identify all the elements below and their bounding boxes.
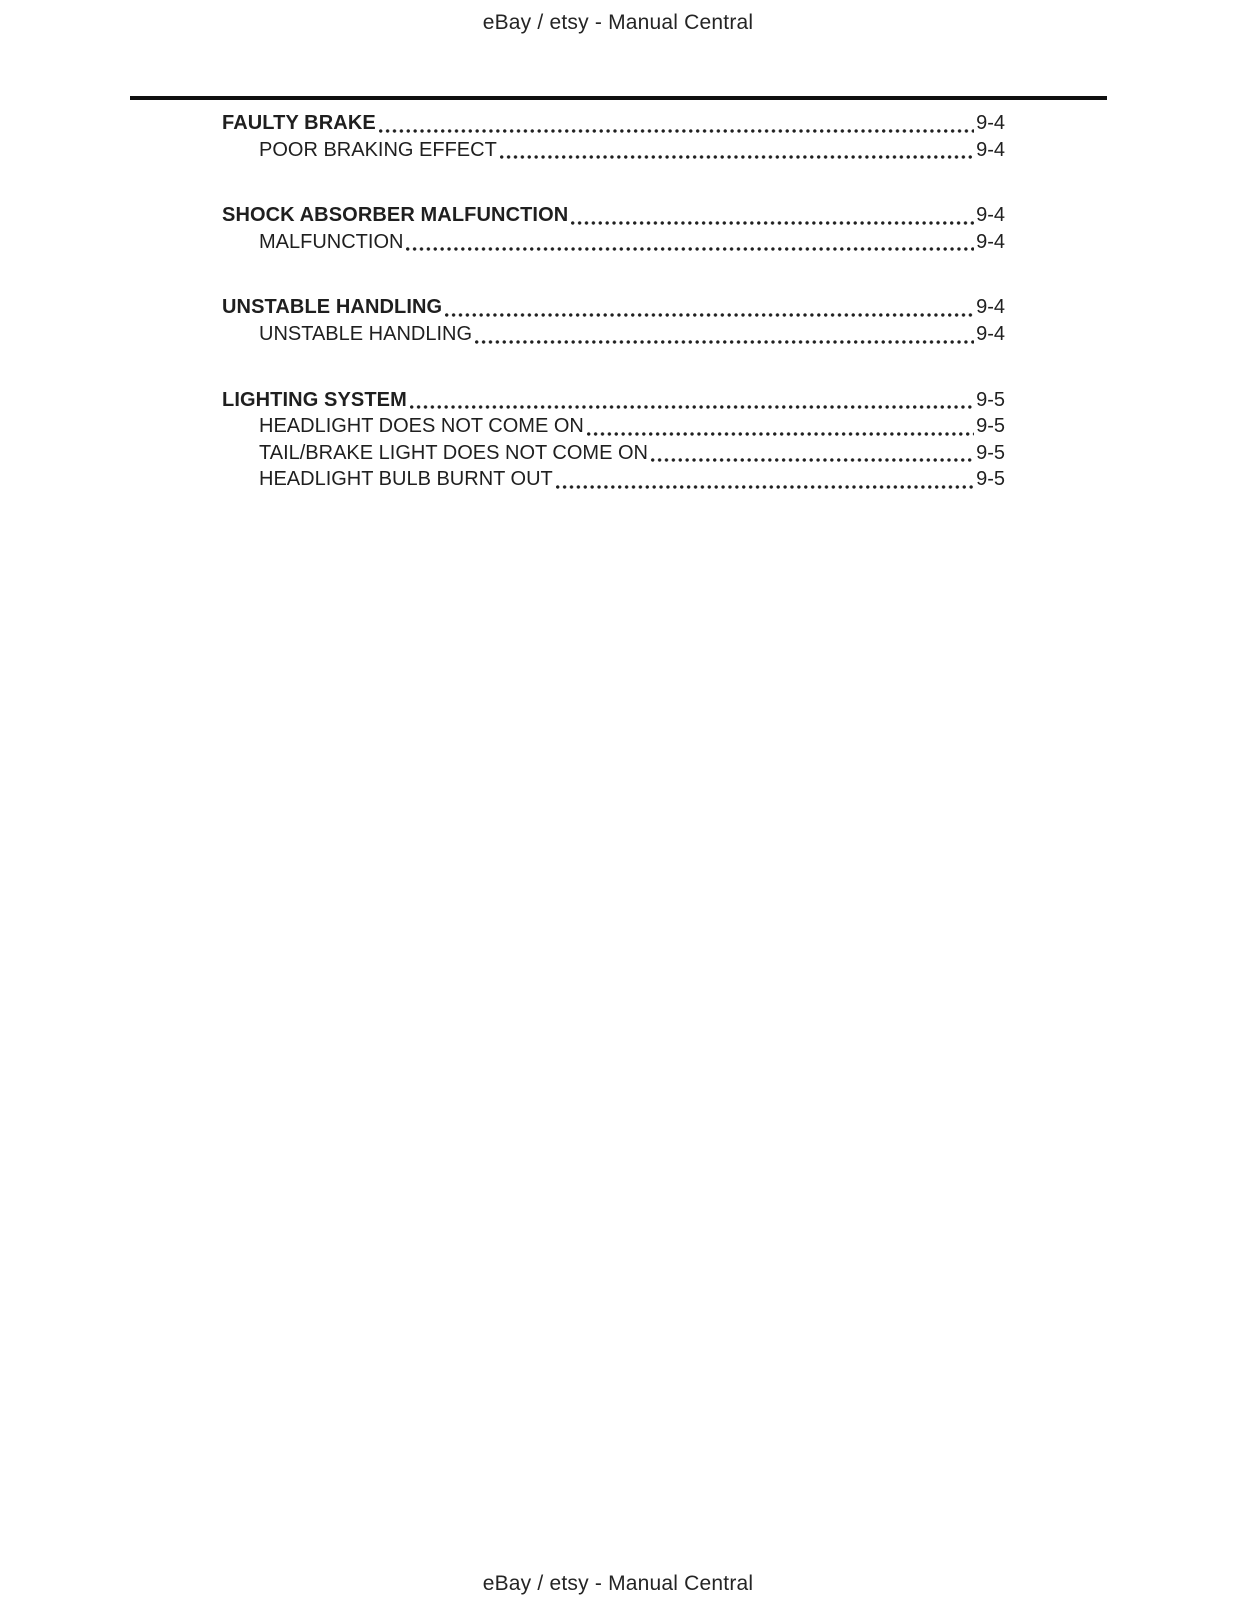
page-header-title: eBay / etsy - Manual Central xyxy=(482,11,754,34)
toc-subentry-title: POOR BRAKING EFFECT xyxy=(259,138,497,161)
dot-leader xyxy=(410,405,974,409)
dot-leader xyxy=(406,247,974,251)
toc-entry xyxy=(222,387,1005,414)
toc-group-lighting-system xyxy=(222,387,1005,493)
dot-leader xyxy=(475,340,974,344)
toc-subentry-page: 9-5 xyxy=(976,441,1005,464)
toc-subentry xyxy=(222,321,1005,348)
toc-entry-title: UNSTABLE HANDLING xyxy=(222,296,443,319)
dot-leader xyxy=(556,485,974,489)
toc-subentry-page: 9-4 xyxy=(976,322,1005,345)
toc-entry-page: 9-4 xyxy=(976,296,1005,319)
toc-subentry-title: TAIL/BRAKE LIGHT DOES NOT COME ON xyxy=(259,441,648,464)
toc-subentry-title: MALFUNCTION xyxy=(259,230,404,253)
toc-subentry-page: 9-5 xyxy=(976,415,1005,438)
dot-leader xyxy=(500,155,974,159)
toc-entry xyxy=(222,110,1005,137)
toc-entry-title: SHOCK ABSORBER MALFUNCTION xyxy=(222,204,569,227)
toc-entry-page: 9-4 xyxy=(976,204,1005,227)
toc-entry-title: FAULTY BRAKE xyxy=(222,112,376,134)
toc-subentry-title: HEADLIGHT DOES NOT COME ON xyxy=(259,415,584,438)
toc-entry xyxy=(222,294,1005,321)
dot-leader xyxy=(379,129,974,133)
dot-leader xyxy=(445,313,974,317)
dot-leader xyxy=(651,458,974,462)
toc-entry-page: 9-5 xyxy=(976,388,1005,411)
toc-subentry-page: 9-5 xyxy=(976,468,1005,491)
toc-group-faulty-brake xyxy=(222,110,1005,163)
toc-group-shock-absorber xyxy=(222,202,1005,255)
toc-subentry xyxy=(222,413,1005,440)
page-footer-title: eBay / etsy - Manual Central xyxy=(482,1572,754,1595)
toc-entry xyxy=(222,202,1005,229)
toc-subentry xyxy=(222,229,1005,256)
toc-subentry-title: HEADLIGHT BULB BURNT OUT xyxy=(259,468,553,491)
header-rule xyxy=(130,96,1107,100)
table-of-contents xyxy=(222,110,1005,493)
toc-subentry-page: 9-4 xyxy=(976,230,1005,253)
toc-entry-title: LIGHTING SYSTEM xyxy=(222,388,407,411)
toc-subentry-page: 9-4 xyxy=(976,138,1005,161)
toc-group-unstable-handling xyxy=(222,294,1005,347)
toc-subentry-title: UNSTABLE HANDLING xyxy=(259,322,473,345)
dot-leader xyxy=(571,221,974,225)
dot-leader xyxy=(587,432,974,436)
toc-subentry xyxy=(222,137,1005,164)
toc-subentry xyxy=(222,466,1005,493)
toc-subentry xyxy=(222,440,1005,467)
toc-entry-page: 9-4 xyxy=(976,112,1005,134)
